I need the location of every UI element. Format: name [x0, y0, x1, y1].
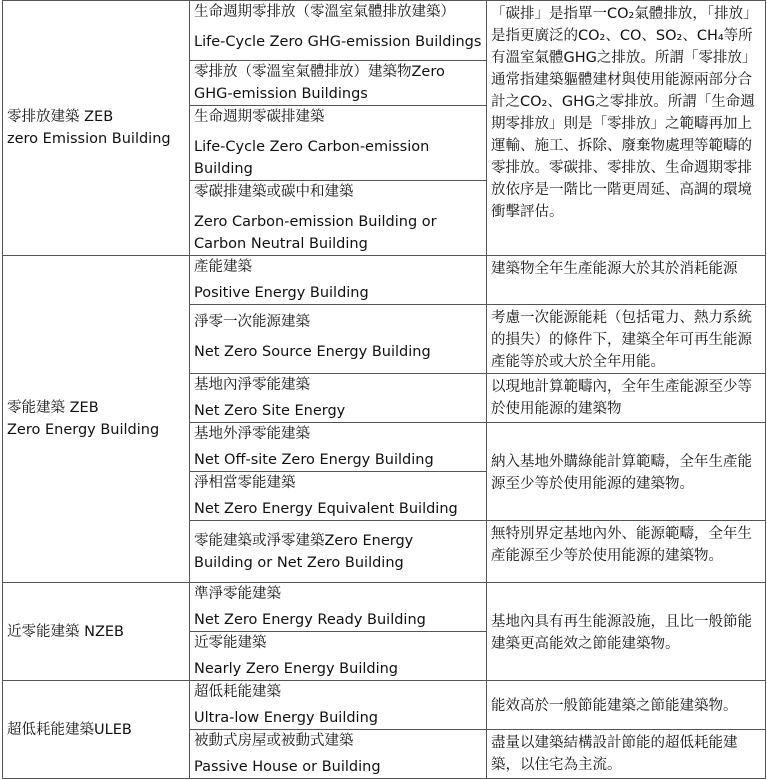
- subtype-en: Ultra-low Energy Building: [194, 710, 378, 726]
- subtype-en: Nearly Zero Energy Building: [194, 661, 399, 677]
- subtype-en: Net Zero Energy Equivalent Building: [194, 501, 458, 517]
- description-cell: [487, 423, 766, 521]
- subtype-en: Net Off-site Zero Energy Building: [194, 452, 434, 468]
- subtype-zh: 基地外淨零能建築: [194, 426, 310, 442]
- description-text: 以現地計算範疇內，全年生產能源至少等於使用能源的建築物: [491, 379, 752, 417]
- subtype-cell: [190, 256, 487, 305]
- description-cell: [487, 1, 766, 256]
- category-cell: [3, 256, 190, 583]
- table-row: [3, 256, 766, 305]
- subtype-cell: [190, 681, 487, 730]
- subtype-en: Positive Energy Building: [194, 285, 369, 301]
- description-text: 「碳排」是指單一CO₂氣體排放，「排放」是指更廣泛的CO₂、CO、SO₂、CH₄等所有溫室氣體GHG之排放。所謂「零排放」通常指建築軀體建材與使用能源兩部分合計之CO₂、GHG之零排放。所謂「生命週期零排放」則是「零排放」之範疇再加上運輸、施工、拆除、廢棄物處理等範疇的零排放。零碳排、零排放、生命週期零排放依序是一階比一階更周延、高調的環境衝擊評估。: [491, 6, 758, 220]
- subtype-en: Zero Carbon-emission Building or Carbon Neutral Building: [194, 214, 437, 252]
- subtype-zh: 超低耗能建築: [194, 684, 281, 700]
- subtype-cell: [190, 583, 487, 632]
- subtype-en: Net Zero Energy Ready Building: [194, 612, 426, 628]
- subtype-zh: 零碳排建築或碳中和建築: [194, 184, 354, 200]
- table-row: [3, 583, 766, 632]
- description-cell: [487, 374, 766, 423]
- category-cell: [3, 1, 190, 256]
- description-text: 無特別界定基地內外、能源範疇，全年生產能源至少等於使用能源的建築物。: [491, 526, 752, 564]
- subtype-zh: 準淨零能建築: [194, 586, 281, 602]
- description-cell: [487, 521, 766, 583]
- subtype-zh: 產能建築: [194, 259, 252, 275]
- subtype-en: Building or Net Zero Building: [194, 554, 404, 571]
- subtype-cell: [190, 305, 487, 374]
- subtype-en: Net Zero Source Energy Building: [194, 344, 431, 360]
- subtype-zh: 生命週期零碳排建築: [194, 109, 325, 125]
- subtype-zh: 零排放（零溫室氣體排放）建築物Zero: [194, 64, 445, 80]
- description-cell: [487, 583, 766, 681]
- subtype-cell: [190, 521, 487, 583]
- subtype-cell: [190, 632, 487, 681]
- subtype-zh: 淨零一次能源建築: [194, 314, 310, 330]
- subtype-zh: 生命週期零排放（零溫室氣體排放建築）: [194, 4, 455, 20]
- description-text: 盡量以建築結構設計節能的超低耗能建築，以住宅為主流。: [491, 735, 738, 773]
- subtype-en: Life-Cycle Zero Carbon-emission Building: [194, 139, 430, 177]
- description-cell: [487, 256, 766, 305]
- category-zh: 超低耗能建築ULEB: [7, 721, 132, 738]
- table-row: [3, 681, 766, 730]
- table-row: [3, 1, 766, 61]
- description-text: 基地內具有再生能源設施，且比一般節能建築更高能效之節能建築物。: [491, 613, 752, 652]
- subtype-zh: 淨相當零能建築: [194, 475, 296, 491]
- category-zh: 近零能建築 NZEB: [7, 623, 124, 640]
- subtype-en: Passive House or Building: [194, 759, 381, 775]
- category-en: zero Emission Building: [7, 131, 171, 147]
- subtype-en: Net Zero Site Energy: [194, 403, 346, 419]
- description-text: 納入基地外購綠能計算範疇，全年生產能源至少等於使用能源的建築物。: [491, 453, 752, 492]
- subtype-en: GHG-emission Buildings: [194, 86, 368, 102]
- subtype-en: Life-Cycle Zero GHG-emission Buildings: [194, 34, 482, 50]
- zero-building-table: [2, 0, 766, 779]
- subtype-zh: 零能建築或淨零建築Zero Energy: [194, 532, 414, 549]
- subtype-cell: [190, 730, 487, 779]
- subtype-cell: [190, 472, 487, 521]
- subtype-zh: 基地內淨零能建築: [194, 377, 310, 393]
- category-cell: [3, 583, 190, 681]
- category-zh: 零排放建築 ZEB: [7, 109, 114, 125]
- subtype-zh: 近零能建築: [194, 635, 267, 651]
- description-cell: [487, 305, 766, 374]
- subtype-cell: [190, 374, 487, 423]
- category-zh: 零能建築 ZEB: [7, 400, 99, 416]
- subtype-cell: [190, 61, 487, 106]
- subtype-zh: 被動式房屋或被動式建築: [194, 733, 354, 749]
- subtype-cell: [190, 181, 487, 256]
- subtype-cell: [190, 423, 487, 472]
- description-cell: [487, 681, 766, 730]
- description-text: 建築物全年生產能源大於其於消耗能源: [491, 261, 738, 277]
- subtype-cell: [190, 106, 487, 181]
- category-en: Zero Energy Building: [7, 422, 160, 438]
- category-cell: [3, 681, 190, 779]
- description-text: 考慮一次能源能耗（包括電力、熱力系統的損失）的條件下，建築全年可再生能源產能等於或大於全年用能。: [491, 310, 752, 370]
- subtype-cell: [190, 1, 487, 61]
- description-cell: [487, 730, 766, 779]
- description-text: 能效高於一般節能建築之節能建築物。: [491, 698, 738, 714]
